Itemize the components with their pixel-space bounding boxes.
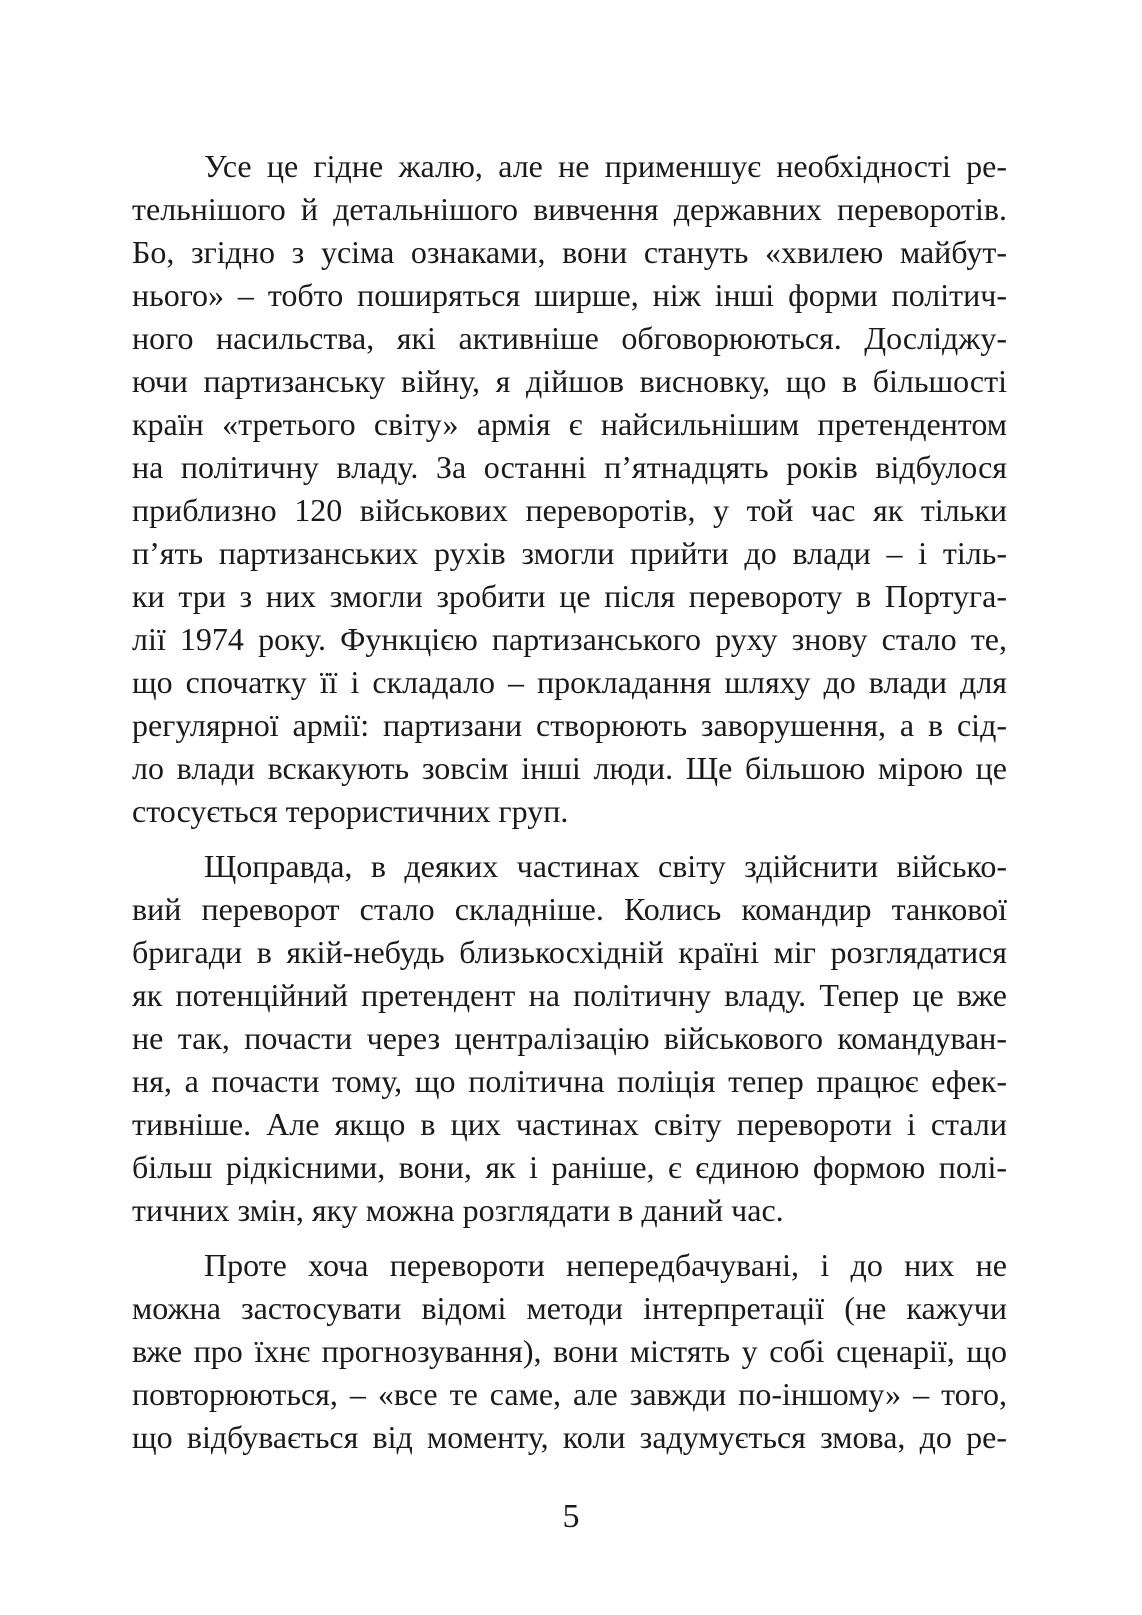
text-line: ючи партизанську війну, я дійшов висновку, що в більшості (132, 363, 1007, 399)
text-line: не так, почасти через централізацію військового командуван- (132, 1020, 1007, 1056)
paragraph (132, 845, 1007, 1232)
text-line: Проте хоча перевороти непередбачувані, і до них не (204, 1247, 1007, 1283)
text-line: Бо, згідно з усіма ознаками, вони стануть «хвилею майбут- (132, 234, 1007, 270)
text-line: ло влади вскакують зовсім інші люди. Ще більшою мірою це (132, 750, 1007, 786)
paragraph (132, 1244, 1007, 1459)
text-line: більш рідкісними, вони, як і раніше, є єдиною формою полі- (132, 1149, 1007, 1185)
text-line: тельнішого й детальнішого вивчення державних переворотів. (132, 191, 1007, 227)
text-line: нього» – тобто поширяться ширше, ніж інші форми політич- (132, 277, 1007, 313)
text-block (132, 145, 1007, 1459)
text-line: приблизно 120 військових переворотів, у той час як тільки (132, 492, 1007, 528)
paragraph (132, 145, 1007, 833)
text-line: країн «третього світу» армія є найсильнішим претендентом (132, 406, 1007, 442)
text-line: тивніше. Але якщо в цих частинах світу перевороти і стали (132, 1106, 1007, 1142)
text-line: ного насильства, які активніше обговорюються. Досліджу- (132, 320, 1007, 356)
text-line: повторюються, – «все те саме, але завжди по-іншому» – того, (132, 1376, 1007, 1412)
text-line: лії 1974 року. Функцією партизанського руху знову стало те, (132, 621, 1007, 657)
text-line: регулярної армії: партизани створюють заворушення, а в сід- (132, 707, 1007, 743)
text-line: стосується терористичних груп. (132, 793, 569, 829)
text-line: ки три з них змогли зробити це після перевороту в Португа- (132, 578, 1007, 614)
text-line: як потенційний претендент на політичну владу. Тепер це вже (132, 977, 1007, 1013)
text-line: можна застосувати відомі методи інтерпретації (не кажучи (132, 1290, 1007, 1326)
text-line: вий переворот стало складніше. Колись командир танкової (132, 891, 1007, 927)
page-number: 5 (562, 1498, 580, 1535)
text-line: вже про їхнє прогнозування), вони містять у собі сценарії, що (132, 1333, 1007, 1369)
text-line: ня, а почасти тому, що політична поліція тепер працює ефек- (132, 1063, 1007, 1099)
text-line: що спочатку її і складало – прокладання шляху до влади для (132, 664, 1007, 700)
text-line: п’ять партизанських рухів змогли прийти до влади – і тіль- (132, 535, 1007, 571)
text-line: бригади в якій-небудь близькосхідній країні міг розглядатися (132, 934, 1007, 970)
text-line: що відбувається від моменту, коли задумується змова, до ре- (132, 1419, 1007, 1455)
text-line: Щоправда, в деяких частинах світу здійснити військо- (204, 848, 1007, 884)
text-line: тичних змін, яку можна розглядати в даний час. (132, 1192, 784, 1228)
text-line: Усе це гідне жалю, але не применшує необхідності ре- (204, 148, 1007, 184)
text-line: на політичну владу. За останні п’ятнадцять років відбулося (132, 449, 1007, 485)
